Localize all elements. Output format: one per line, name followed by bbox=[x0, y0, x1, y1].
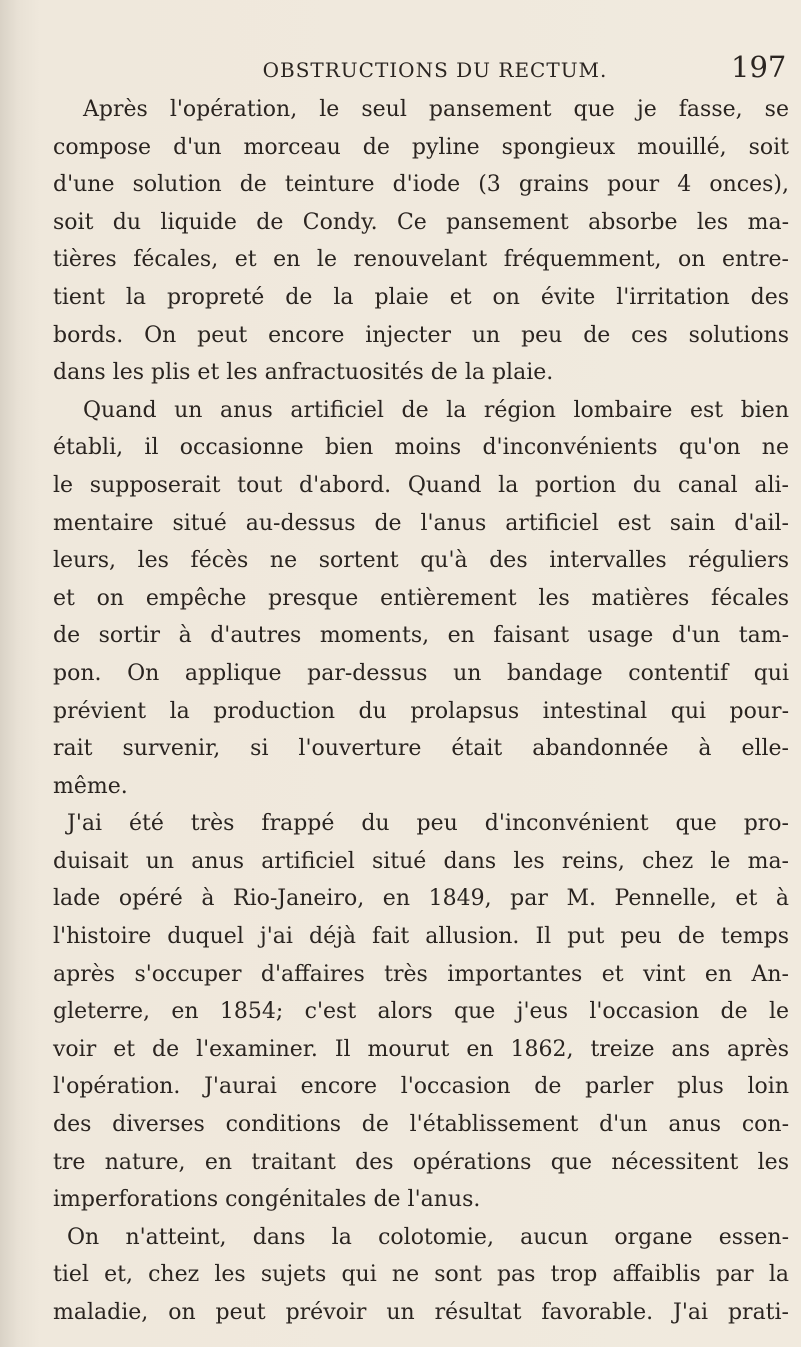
text-line: prévient la production du prolapsus intestinal qui pour- bbox=[53, 698, 789, 724]
text-line: J'ai été très frappé du peu d'inconvénient que pro- bbox=[67, 811, 789, 837]
text-line: maladie, on peut prévoir un résultat favorable. J'ai prati- bbox=[53, 1300, 789, 1325]
text-line: même. bbox=[53, 773, 128, 799]
text-line: pon. On applique par-dessus un bandage contentif qui bbox=[53, 660, 789, 686]
running-title: OBSTRUCTIONS DU RECTUM. bbox=[262, 58, 608, 82]
text-line: dans les plis et les anfractuosités de la plaie. bbox=[53, 360, 554, 386]
text-line: lade opéré à Rio-Janeiro, en 1849, par M. Pennelle, et à bbox=[53, 886, 789, 912]
text-line: établi, il occasionne bien moins d'inconvénients qu'on ne bbox=[53, 435, 789, 461]
text-line: tiel et, chez les sujets qui ne sont pas trop affaiblis par la bbox=[53, 1262, 789, 1288]
text-line: duisait un anus artificiel situé dans les reins, chez le ma- bbox=[53, 848, 789, 874]
text-line: Quand un anus artificiel de la région lombaire est bien bbox=[83, 397, 789, 423]
text-line: des diverses conditions de l'établissement d'un anus con- bbox=[53, 1112, 789, 1138]
text-line: tient la propreté de la plaie et on évite l'irritation des bbox=[53, 284, 789, 310]
text-line: voir et de l'examiner. Il mourut en 1862, treize ans après bbox=[53, 1036, 789, 1062]
text-line: tières fécales, et en le renouvelant fréquemment, on entre- bbox=[53, 247, 789, 273]
text-line: bords. On peut encore injecter un peu de ces solutions bbox=[53, 322, 789, 348]
text-line: On n'atteint, dans la colotomie, aucun organe essen- bbox=[67, 1224, 789, 1250]
text-line: et on empêche presque entièrement les matières fécales bbox=[53, 585, 789, 611]
text-line: d'une solution de teinture d'iode (3 grains pour 4 onces), bbox=[53, 172, 789, 198]
text-line: de sortir à d'autres moments, en faisant usage d'un tam- bbox=[53, 623, 789, 649]
text-line: imperforations congénitales de l'anus. bbox=[53, 1187, 481, 1213]
text-line: leurs, les fécès ne sortent qu'à des intervalles réguliers bbox=[53, 548, 789, 574]
text-line: Après l'opération, le seul pansement que je fasse, se bbox=[83, 97, 789, 122]
text-line: l'opération. J'aurai encore l'occasion de parler plus loin bbox=[53, 1074, 789, 1100]
text-line: tre nature, en traitant des opérations que nécessitent les bbox=[53, 1149, 789, 1175]
text-line: rait survenir, si l'ouverture était abandonnée à elle- bbox=[53, 736, 789, 762]
text-line: mentaire situé au-dessus de l'anus artificiel est sain d'ail- bbox=[53, 510, 789, 536]
text-line: après s'occuper d'affaires très importantes et vint en An- bbox=[53, 961, 789, 987]
text-line: l'histoire duquel j'ai déjà fait allusion. Il put peu de temps bbox=[53, 924, 789, 950]
page-number: 197 bbox=[731, 50, 787, 84]
text-line: gleterre, en 1854; c'est alors que j'eus l'occasion de le bbox=[53, 999, 789, 1025]
text-line: soit du liquide de Condy. Ce pansement absorbe les ma- bbox=[53, 209, 789, 235]
text-line: le supposerait tout d'abord. Quand la portion du canal ali- bbox=[53, 472, 789, 498]
text-line: compose d'un morceau de pyline spongieux mouillé, soit bbox=[53, 134, 789, 160]
body-text bbox=[53, 91, 789, 1332]
